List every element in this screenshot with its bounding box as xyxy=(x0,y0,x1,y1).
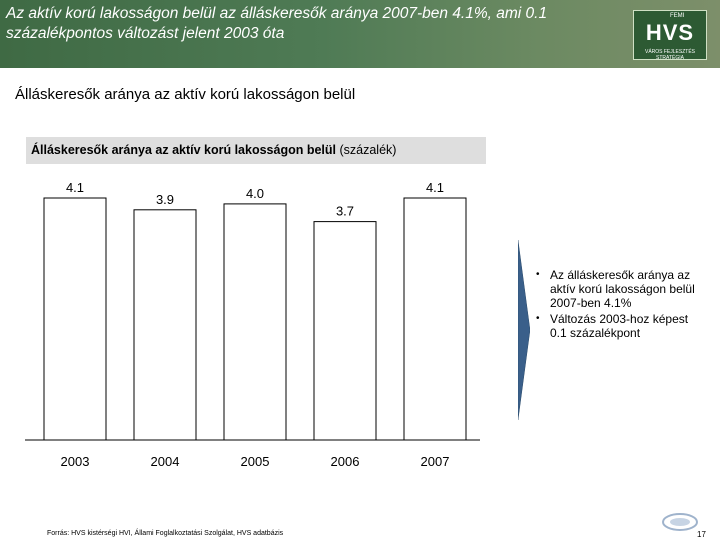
bullet-item: • Változás 2003-hoz képest 0.1 százalékpont xyxy=(536,312,706,340)
value-label-2004: 3.9 xyxy=(155,191,175,207)
logo-top-text: FEMI xyxy=(670,13,685,19)
chart-title-unit: (százalék) xyxy=(336,143,397,157)
bar-2007 xyxy=(404,198,466,440)
decorative-wave-icon xyxy=(660,508,700,534)
bullet-item: • Az álláskeresők aránya az aktív korú lakosságon belül 2007-ben 4.1% xyxy=(536,268,706,310)
side-arrow-panel xyxy=(518,240,530,420)
logo-main-text: HVS xyxy=(645,20,695,45)
x-tick-label-2003: 2003 xyxy=(60,454,90,469)
page-number: 17 xyxy=(697,530,706,539)
value-label-2003: 4.1 xyxy=(65,180,85,195)
header-title: Az aktív korú lakosságon belül az álláskeresők aránya 2007-ben 4.1%, ami 0.1 százalékpontos változást jelent 2003 óta xyxy=(6,5,548,42)
bar-2006 xyxy=(314,222,376,440)
bar-2003 xyxy=(44,198,106,440)
summary-bullets xyxy=(536,268,706,342)
x-tick-label-2007: 2007 xyxy=(420,454,450,469)
value-label-2006: 3.7 xyxy=(335,203,355,219)
value-label-2007: 4.1 xyxy=(425,180,445,195)
chart-title-main: Álláskeresők aránya az aktív korú lakosságon belül xyxy=(31,143,337,157)
logo-sub-text: VÁROS FEJLESZTÉS STRATÉGIA xyxy=(644,49,695,61)
x-tick-label-2005: 2005 xyxy=(240,454,270,469)
section-title: Álláskeresők aránya az aktív korú lakosságon belül xyxy=(15,86,356,103)
bar-2004 xyxy=(134,210,196,440)
x-tick-label-2006: 2006 xyxy=(330,454,360,469)
bar-2005 xyxy=(224,204,286,440)
x-tick-label-2004: 2004 xyxy=(150,454,180,469)
source-note: Forrás: HVS kistérségi HVI, Állami Foglalkoztatási Szolgálat, HVS adatbázis xyxy=(47,530,284,537)
value-label-2005: 4.0 xyxy=(245,185,265,201)
